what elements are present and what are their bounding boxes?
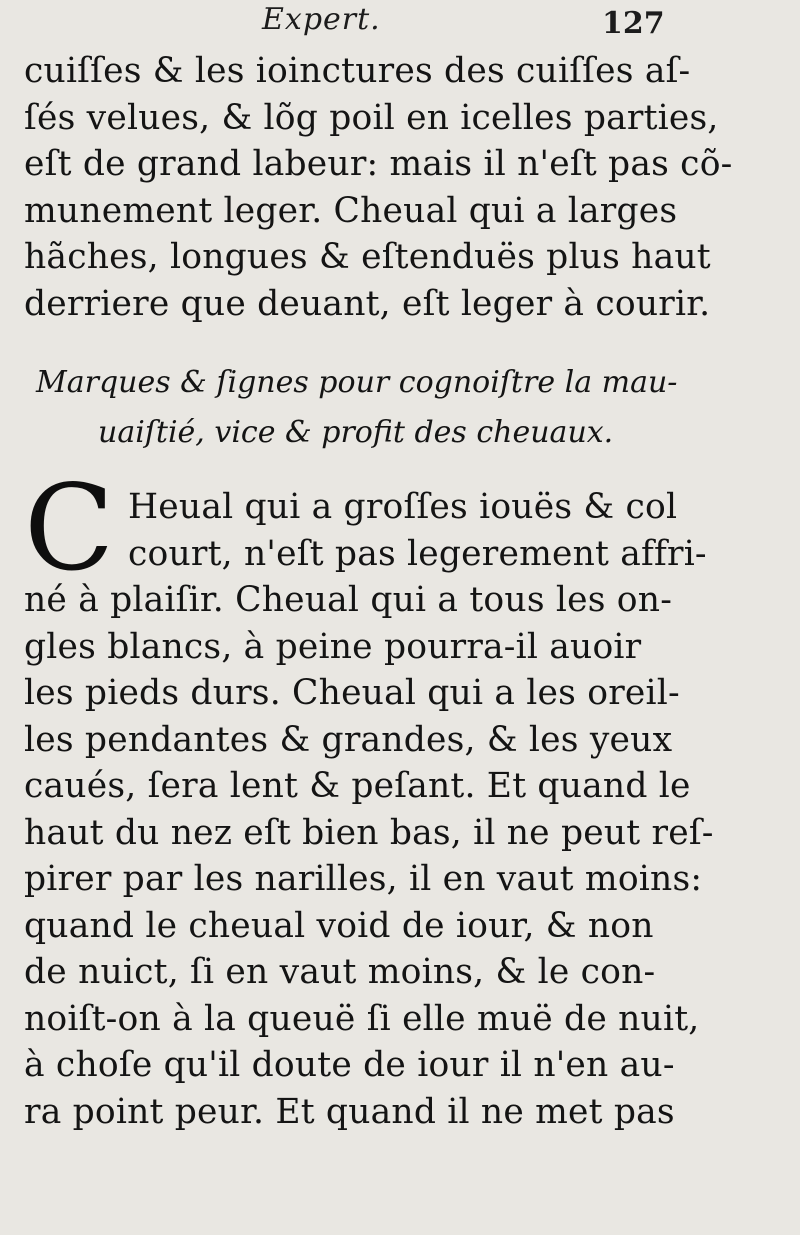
text-line: court, n'eſt pas legerement affri-: [128, 533, 707, 574]
text-line: cuiſſes & les ioinctures des cuiſſes aſ-: [24, 51, 691, 91]
text-line: quand le cheual void de iour, & non: [24, 905, 654, 946]
page-number: 127: [602, 6, 665, 41]
text-line: à choſe qu'il doute de iour il n'en au-: [24, 1045, 675, 1085]
heading-line: uaiſtié, vice & profit des cheuaux.: [98, 415, 614, 450]
text-line: pirer par les narilles, il en vaut moins:: [24, 859, 703, 899]
text-line: de nuict, ſi en vaut moins, & le con-: [24, 952, 656, 992]
section-heading: [24, 358, 684, 458]
text-line: les pieds durs. Cheual qui a les oreil-: [24, 673, 680, 713]
text-line: ra point peur. Et quand il ne met pas: [24, 1091, 675, 1132]
text-line: haut du nez eſt bien bas, il ne peut reſ-: [24, 812, 714, 853]
text-line: eſt de grand labeur: mais il n'eſt pas cõ-: [24, 144, 733, 184]
text-line: ſés velues, & lõg poil en icelles parties,: [24, 97, 719, 138]
text-line: Heual qui a groſſes iouës & col: [128, 487, 678, 527]
running-head: Expert.: [262, 2, 381, 37]
text-line: les pendantes & grandes, & les yeux: [24, 719, 673, 760]
text-line: né à plaiſir. Cheual qui a tous les on-: [24, 580, 673, 620]
heading-line: Marques & ſignes pour cognoiſtre la mau-: [36, 365, 678, 400]
body-paragraph: [24, 484, 714, 1135]
text-line: munement leger. Cheual qui a larges: [24, 190, 678, 231]
text-line: hãches, longues & eſtenduës plus haut: [24, 237, 711, 277]
text-line: derriere que deuant, eſt leger à courir.: [24, 283, 711, 324]
text-line: caués, ſera lent & peſant. Et quand le: [24, 766, 691, 806]
drop-cap: C: [24, 459, 115, 597]
page-header: [0, 0, 800, 44]
top-paragraph: [24, 48, 733, 327]
text-line: noiſt-on à la queuë ſi elle muë de nuit,: [24, 998, 700, 1039]
text-line: gles blancs, à peine pourra-il auoir: [24, 626, 642, 667]
